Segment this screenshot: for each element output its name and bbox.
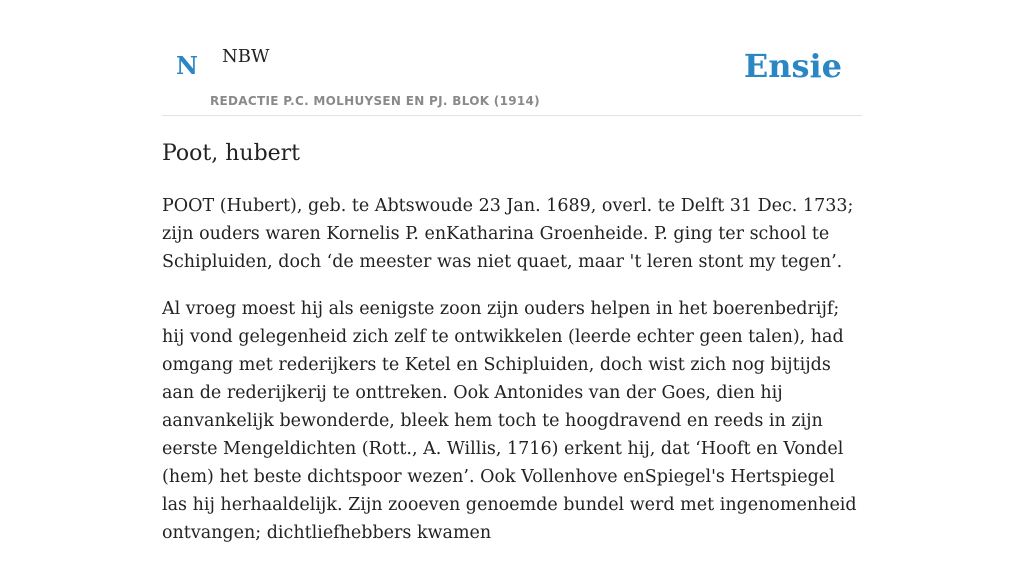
source-name-link[interactable]: NBW bbox=[222, 46, 270, 67]
source-header bbox=[162, 0, 862, 116]
article-paragraph: Al vroeg moest hij als eenigste zoon zijn ouders helpen in het boerenbedrijf; hij vond gelegenheid zich zelf te ontwikkelen (leerde echter geen talen), had omgang met rederijkers te Ketel en Schipluiden, doch wist zich nog bijtijds aan de rederijkerij te onttreken. Ook Antonides van der Goes, dien hij aanvankelijk bewonderde, bleek hem toch te hoogdravend en reeds in zijn eerste Mengeldichten (Rott., A. Willis, 1716) erkent hij, dat ‘Hooft en Vondel (hem) het beste dichtspoor wezen’. Ook Vollenhove enSpiegel's Hertspiegel las hij herhaaldelijk. Zijn zooeven genoemde bundel werd met ingenomenheid ontvangen; dichtliefhebbers kwamen bbox=[162, 299, 857, 543]
brand-logo-link[interactable]: Ensie bbox=[743, 47, 842, 85]
article-paragraph: POOT (Hubert), geb. te Abtswoude 23 Jan. 1689, overl. te Delft 31 Dec. 1733; zijn ouders waren Kornelis P. enKatharina Groenheide. P. ging ter school te Schipluiden, doch ‘de meester was niet quaet, maar 't leren stont my tegen’. bbox=[162, 196, 854, 272]
source-subtitle: REDACTIE P.C. MOLHUYSEN EN PJ. BLOK (1914) bbox=[210, 94, 540, 108]
article-body bbox=[162, 192, 862, 566]
source-logo-icon[interactable]: N bbox=[176, 51, 198, 80]
article-title: Poot, hubert bbox=[162, 141, 301, 166]
